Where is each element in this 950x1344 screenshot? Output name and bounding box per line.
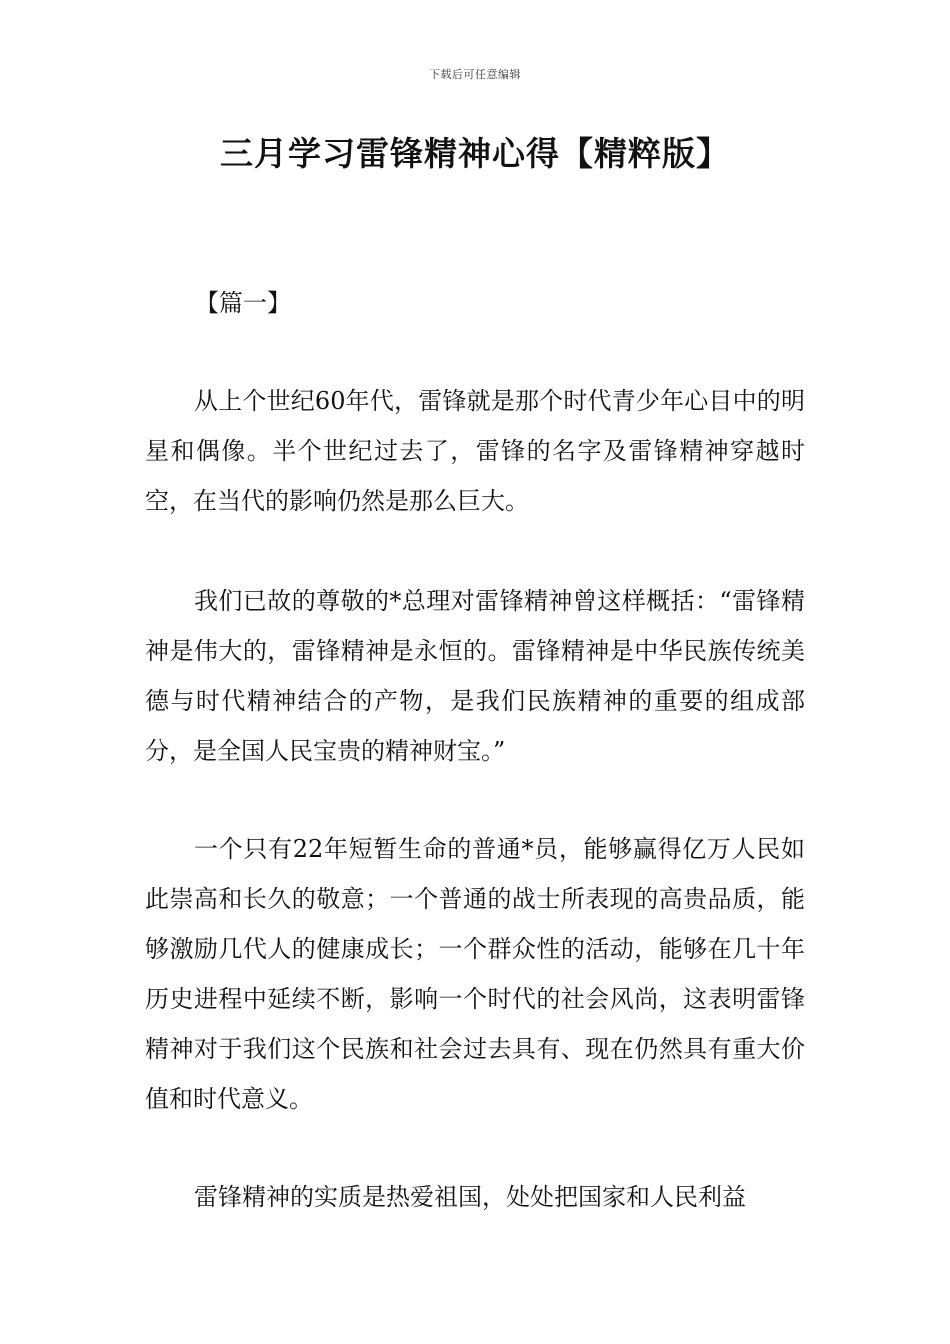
paragraph-4: 雷锋精神的实质是热爱祖国，处处把国家和人民利益 xyxy=(194,1183,746,1211)
paragraph-3: 一个只有22年短暂生命的普通*员，能够赢得亿万人民如此崇高和长久的敬意；一个普通的战士所表现的高贵品质，能够激励几代人的健康成长；一个群众性的活动，能够在几十年历史进程中延续不断，影响一个时代的社会风尚，这表明雷锋精神对于我们这个民族和社会过去具有、现在仍然具有重大价值和时代意义。 xyxy=(145,835,805,1113)
paragraph-1: 从上个世纪60年代，雷锋就是那个时代青少年心目中的明星和偶像。半个世纪过去了，雷锋的名字及雷锋精神穿越时空，在当代的影响仍然是那么巨大。 xyxy=(145,387,805,515)
page-title: 三月学习雷锋精神心得【精粹版】 xyxy=(220,134,730,173)
header-note: 下载后可任意编辑 xyxy=(429,68,521,81)
section-heading: 【篇一】 xyxy=(195,289,291,317)
paragraph-2: 我们已故的尊敬的*总理对雷锋精神曾这样概括：“雷锋精神是伟大的，雷锋精神是永恒的。雷锋精神是中华民族传统美德与时代精神结合的产物，是我们民族精神的重要的组成部分，是全国人民宝贵的精神财宝。” xyxy=(145,587,805,765)
